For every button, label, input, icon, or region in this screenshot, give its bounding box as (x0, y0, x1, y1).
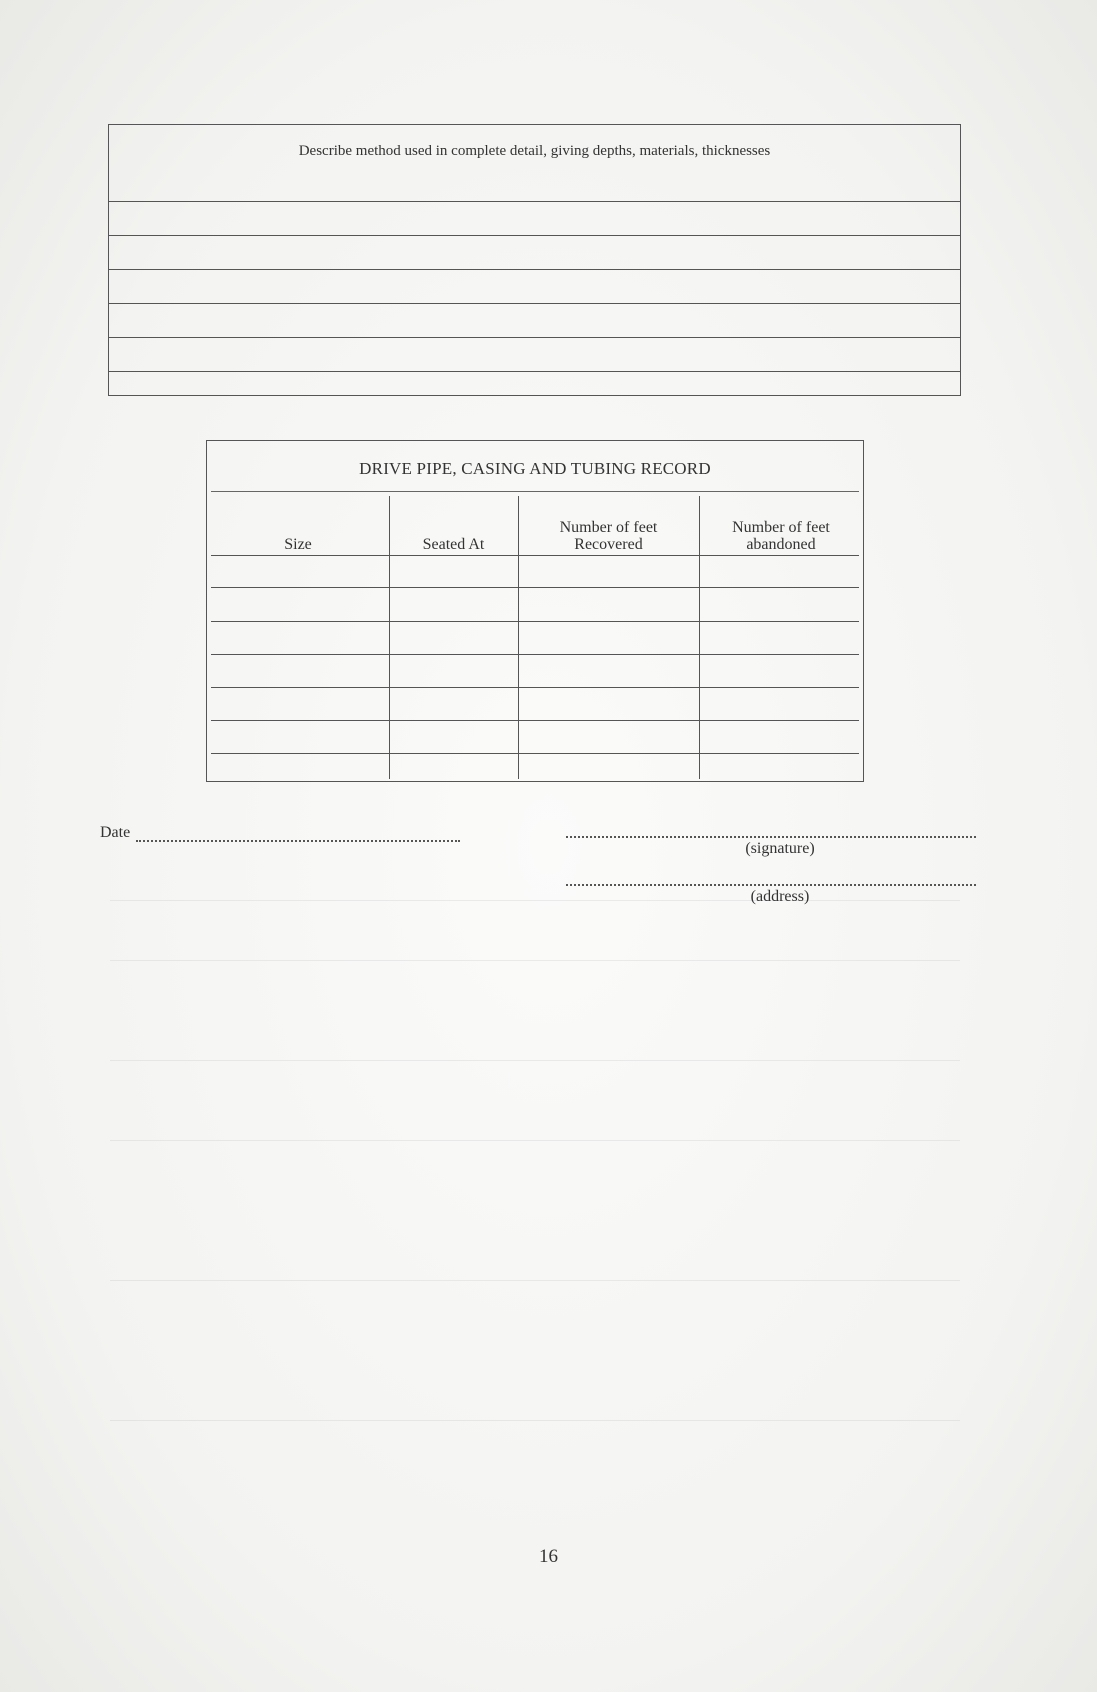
bleed-through-line (110, 1280, 960, 1281)
header-line-2: Recovered (574, 536, 643, 553)
bleed-through-line (110, 960, 960, 961)
header-bottom-rule (211, 555, 859, 556)
title-rule (211, 491, 859, 492)
column-header-size (207, 509, 389, 553)
casing-record-table (206, 440, 864, 782)
table-row[interactable] (211, 621, 859, 622)
header-line-2: abandoned (746, 536, 816, 553)
date-label: Date (100, 824, 131, 841)
bleed-through-line (110, 1140, 960, 1141)
table-row[interactable] (211, 687, 859, 688)
page-number: 16 (539, 1546, 558, 1567)
method-description-box (108, 124, 961, 396)
date-field[interactable] (136, 840, 460, 842)
method-entry-line[interactable] (109, 235, 960, 236)
bleed-through-line (110, 1060, 960, 1061)
method-entry-line[interactable] (109, 201, 960, 202)
header-line-1: Number of feet (559, 519, 658, 536)
table-row[interactable] (211, 753, 859, 754)
column-header-feet-recovered (518, 509, 699, 553)
header-line-2: Seated At (422, 536, 485, 553)
table-row[interactable] (211, 720, 859, 721)
column-header-seated-at (389, 509, 518, 553)
header-line-1: Number of feet (732, 519, 830, 536)
casing-record-title: DRIVE PIPE, CASING AND TUBING RECORD (359, 459, 711, 478)
address-label: (address) (750, 888, 810, 905)
signature-field[interactable] (566, 836, 976, 838)
method-entry-line[interactable] (109, 303, 960, 304)
method-heading: Describe method used in complete detail, giving depths, materials, thicknesses (298, 143, 771, 159)
table-row[interactable] (211, 654, 859, 655)
method-entry-line[interactable] (109, 337, 960, 338)
table-row[interactable] (211, 587, 859, 588)
address-field[interactable] (566, 884, 976, 886)
method-entry-line[interactable] (109, 269, 960, 270)
method-entry-line[interactable] (109, 371, 960, 372)
bleed-through-line (110, 1420, 960, 1421)
signature-label: (signature) (745, 840, 815, 857)
column-header-feet-abandoned (699, 509, 863, 553)
header-line-2: Size (284, 536, 312, 553)
